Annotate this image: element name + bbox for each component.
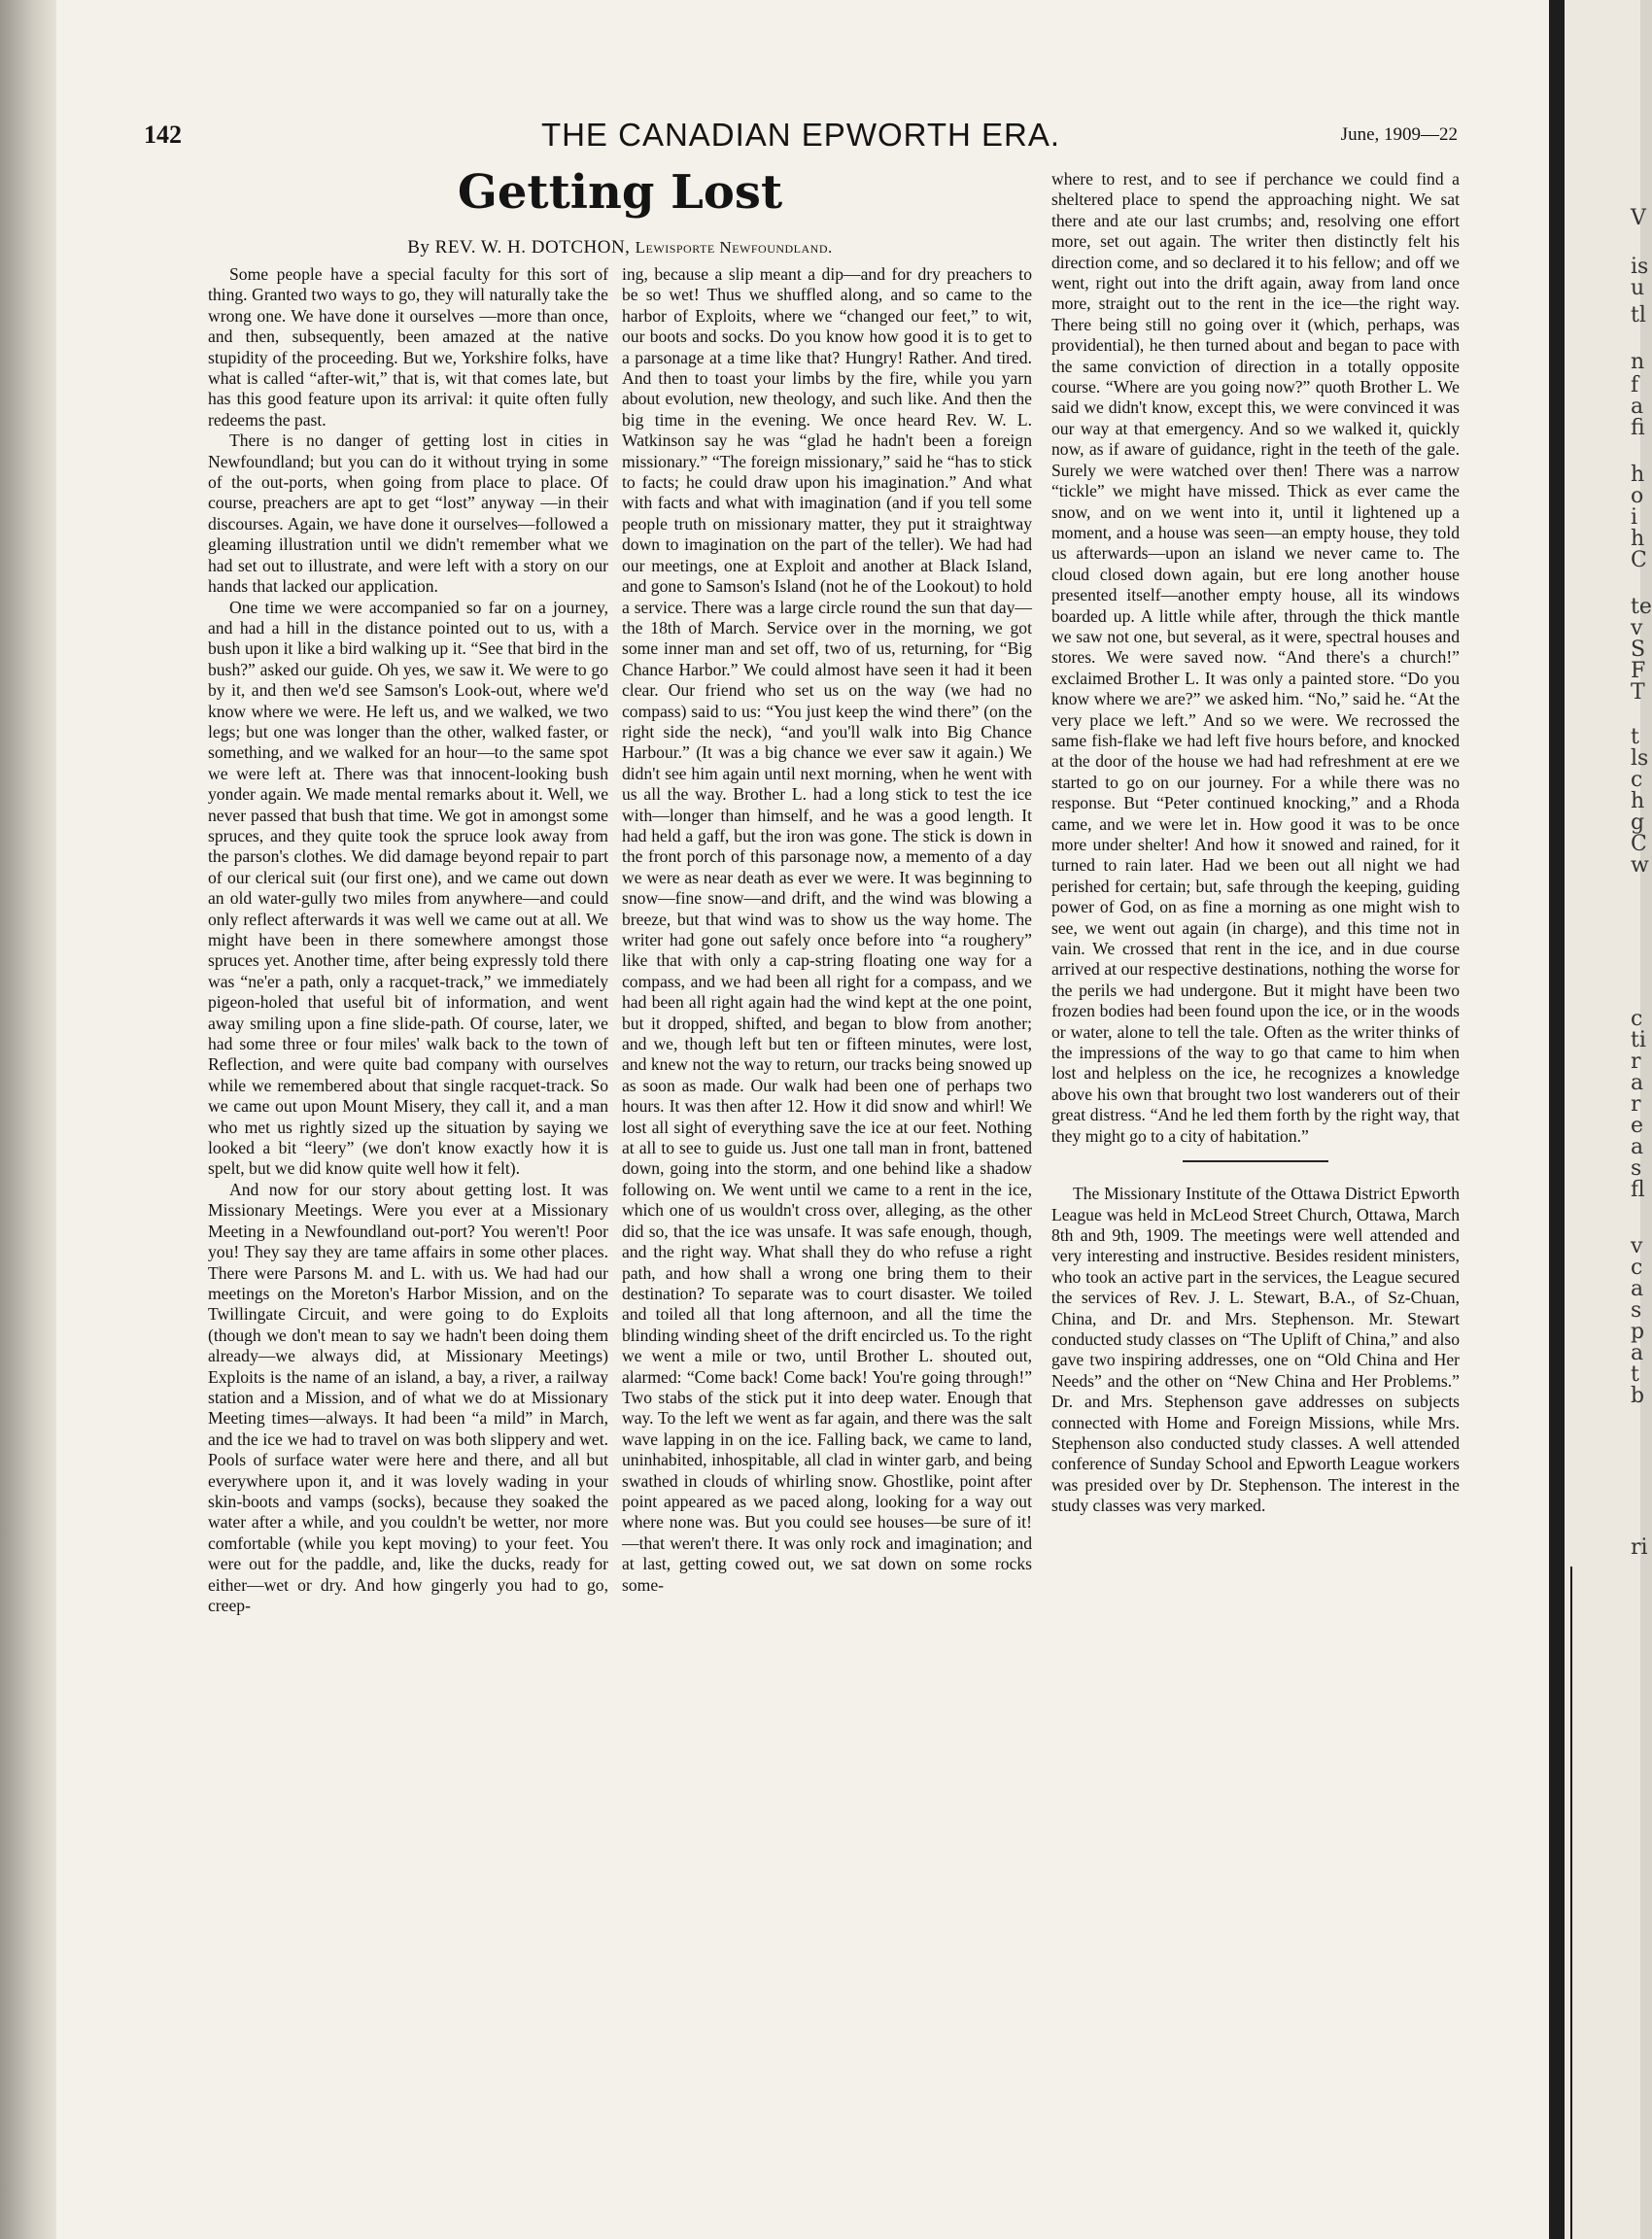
fragment: te: [1631, 595, 1652, 619]
fragment: tl: [1631, 303, 1646, 327]
fragment: i: [1631, 505, 1638, 530]
fragment: a: [1631, 1071, 1644, 1095]
fragment: p: [1631, 1320, 1645, 1344]
fragment: F: [1631, 659, 1646, 683]
fragment: fl: [1631, 1178, 1645, 1202]
fragment: h: [1631, 789, 1645, 813]
fragment: c: [1631, 1256, 1643, 1280]
fragment: c: [1631, 768, 1643, 792]
article-column-3: [1051, 169, 1460, 1517]
article-column-1: [208, 264, 608, 1616]
magazine-title: THE CANADIAN EPWORTH ERA.: [540, 117, 1061, 153]
paragraph: And now for our story about getting lost. It was Missionary Meetings. Were you ever at a Missionary Meeting in a Newfoundland out-port? You weren't! Poor you! They say they are tame affairs in some other places. There were Parsons M. and L. with us. We had had our meetings on the Moreton's Harbor Mission, and on the Twillingate Circuit, and were going to do Exploits (though we don't mean to say we hadn't been doing them already—we always did, at Missionary Meetings) Exploits is the name of an island, a bay, a river, a railway station and a Mission, and of what we do at Missionary Meeting times—always. It had been “a mild” in March, and the ice we had to travel on was both slippery and wet. Pools of surface water were here and there, and all but everywhere upon it, and it was lovely wading in your skin-boots and vamps (socks), because they soaked the water after a while, and you couldn't be wetter, nor more comfortable (while you kept moving) to your feet. You were out for the paddle, and, like the ducks, ready for either—wet or dry. And how gingerly you had to go, creep-: [208, 1179, 608, 1615]
fragment: c: [1631, 1007, 1643, 1031]
institute-report: The Missionary Institute of the Ottawa District Epworth League was held in McLeod Street Church, Ottawa, March 8th and 9th, 1909. The meetings were well attended and very interesting and instructive. Besides resident ministers, who took an active part in the services, the League secured the services of Rev. J. L. Stewart, B.A., of Sz-Chuan, China, and Dr. and Mrs. Stephenson. Mr. Stewart conducted study classes on “The Uplift of China,” and also gave two inspiring addresses, one on “Old China and Her Needs” and the other on “New China and Her Problems.” Dr. and Mrs. Stephenson gave addresses on subjects connected with Home and Foreign Missions, while Mrs. Stephenson also conducted study classes. A well attended conference of Sunday School and Epworth League workers was presided over by Dr. Stephenson. The interest in the study classes was very marked.: [1051, 1184, 1460, 1516]
fragment: h: [1631, 463, 1645, 487]
paragraph: where to rest, and to see if perchance we could find a sheltered place to spend the approaching night. We sat there and ate our last crumbs; and, resolving one effort more, set out again. The writer then distinctly felt his direction come, and so declared it to his fellow; and off we went, right out into the drift again, away from land once more, straight out to the rent in the ice—the right way. There being still no going over it (which, perhaps, was providential), he then turned about and began to pace with the same conviction of direction in a totally opposite course. “Where are you going now?” quoth Brother L. We said we didn't know, except this, we were convinced it was our way at that emergency. And so we walked it, quickly now, as if aware of guidance, right in the teeth of the gale. Surely we were watched over then! There was a narrow “tickle” we might have missed. Thick as ever came the snow, and on we went into it, until it lightened up a moment, and a house was seen—an empty house, they told us afterwards—upon an island we never came to. The cloud closed down again, but ere long another house presented itself—another empty house, all its windows boarded up. A little while after, through the thick mantle we saw not one, but several, as it were, spectral houses and stores. We were saved now. “And there's a church!” exclaimed Brother L. It was only a painted store. “Do you know where we are?” we asked him. “No,” said he. “At the very place we left.” And so we were. We recrossed the same fish-flake we had left five hours before, and knocked at the door of the house we had had refreshment at ere we started to go on our journey. For a while there was no response. But “Peter continued knocking,” and a Rhoda came, and we were let in. How good it was to be once more under shelter! And how it snowed and rained, for it turned to rain later. Had we been out all night we had perished for certain; but, safe through the keeping, guiding power of God, on as fine a morning as one might wish to see, we went out again (in charge), and this time not in vain. We crossed that rent in the ice, and in due course arrived at our respective destinations, nothing the worse for the perils we had undergone. But it might have been two frozen bodies had been found upon the ice, or in the woods or water, alone to tell the tale. Often as the writer thinks of the impressions of the way to go that came to him when lost and helpless on the ice, he recognizes a knowledge above his own that brought two lost wanderers out of their great distress. “And he led them forth by the right way, that they might go to a city of habitation.”: [1051, 169, 1460, 1146]
paragraph: There is no danger of getting lost in cities in Newfoundland; but you can do it without trying in some of the out-ports, when going from place to place. Of course, preachers are apt to get “lost” anyway —in their discourses. Again, we have done it ourselves—followed a gleaming illustration until we didn't remember what we had set out to illustrate, and were left with a story on our hands that lacked our application.: [208, 431, 608, 597]
fragment: t: [1631, 725, 1639, 749]
fragment: ri: [1631, 1535, 1648, 1560]
fragment: C: [1631, 548, 1647, 572]
fragment: w: [1631, 853, 1649, 878]
fragment: b: [1631, 1384, 1645, 1408]
fragment: v: [1631, 616, 1643, 640]
byline: [192, 237, 1048, 258]
byline-location: Lewisporte Newfoundland.: [635, 238, 833, 257]
fragment: is: [1631, 255, 1649, 279]
fragment: n: [1631, 350, 1645, 374]
article-title: Getting Lost: [457, 165, 783, 220]
paragraph: ing, because a slip meant a dip—and for dry preachers to be so wet! Thus we shuffled along, and so came to the harbor of Exploits, where we “changed our feet,” to wit, our boots and socks. Do you know how good it is to get to a parsonage at a time like that? Hungry! Rather. And tired. And then to toast your limbs by the fire, while you yarn about evolution, new theology, and such like. And then the big time in the evening. We once heard Rev. W. L. Watkinson say he was “glad he hadn't been a foreign missionary.” “The foreign missionary,” said he “has to stick to facts; he could draw upon his imagination.” And what with facts and what with imagination (and if you tell some people truth on missionary matter, they put it straightway down to imagination on the part of the teller). We had had our meetings, one at Exploit and another at Black Island, and gone to Samson's Island (not he of the Lookout) to hold a service. There was a large circle round the sun that day—the 18th of March. Service over in the morning, we got some inner man and set off, two of us, returning, for “Big Chance Harbor.” We could almost have seen it had it been clear. Our friend who set us on the way (we had no compass) said to us: “You just keep the wind there” (on the right side the neck), “and you'll walk into Big Chance Harbour.” (It was a big chance we ever saw it again.) We didn't see him again until next morning, when he went with us all the way. Brother L. had a long stick to test the ice with—longer than himself, and he was a good length. It had held a gaff, but the iron was gone. The stick is down in the front porch of this parsonage now, a memento of a day we were as near death as ever we were. It was beginning to snow—fine snow—and drift, and the wind was blowing a breeze, but that wind was to show us the way home. The writer had gone out safely once before into “a roughery” like that with only a cap-string floating one way for a compass, and we had been all right for a compass, and we had been all right again had the wind kept at the one point, but it dropped, shifted, and began to blow from another; and we, though left but ten or fifteen minutes, were lost, and knew not the way to return, our tracks being snowed up as soon as made. Our walk had been one of perhaps two hours. It was then after 12. How it did snow and whirl! We lost all sight of everything save the ice at our feet. Nothing at all to see to guide us. Just one tall man in front, battened down, going into the storm, and one behind like a shadow following on. We went until we came to a rent in the ice, which one of us wouldn't cross over, alleging, as the other did so, that the ice was unsafe. It was safe enough, though, and the right way. What shall they do who refuse a right path, and how shall a wrong one bring them to their destination? To separate was to court disaster. We toiled and toiled all that long afternoon, and all the time the blinding winding sheet of the drift encircled us. To the right we went a mile or two, until Brother L. shouted out, alarmed: “Come back! Come back! You're going through!” Two stabs of the stick put it into deep water. Enough that way. To the left we went as far again, and there was the salt wave lapping in on the ice. Falling back, we came to land, uninhabited, inhospitable, all clad in winter garb, and being swathed in clouds of whirling snow. Ghostlike, point after point appeared as we paced along, looking for a way out where none was. But you could see houses—be sure of it!—that weren't there. It was only rock and imagination; and at last, getting cowed out, we sat down on some rocks some-: [622, 264, 1032, 1595]
section-divider: [1183, 1160, 1328, 1162]
fragment: C: [1631, 832, 1647, 856]
fragment: r: [1631, 1092, 1641, 1117]
issue-date: June, 1909—22: [1340, 124, 1458, 145]
fragment: e: [1631, 1114, 1644, 1138]
article-column-2: [622, 264, 1032, 1596]
fragment: v: [1631, 1234, 1643, 1258]
paragraph: Some people have a special faculty for this sort of thing. Granted two ways to go, they will naturally take the wrong one. We have done it ourselves —more than once, and then, subsequently, been amazed at the native stupidity of the proceeding. But we, Yorkshire folks, have what is called “after-wit,” that is, wit that comes late, but has this good feature upon its arrival: it quite often fully redeems the past.: [208, 264, 608, 430]
fragment: ti: [1631, 1028, 1646, 1052]
paragraph: One time we were accompanied so far on a journey, and had a hill in the distance pointed out to us, with a bush upon it like a bird walking up it. “See that bird in the bush?” asked our guide. Oh yes, we saw it. We were to go by it, and then we'd see Samson's Look-out, where we'd know where we were. He left us, and we walked, we two legs; but one was longer than the other, walked faster, or something, and we walked for an hour—to the same spot we were left at. There was that innocent-looking bush yonder again. We made mental remarks about it. Well, we never passed that bush that time. We got in amongst some spruces, and they quite took the spruce look away from the parson's clothes. We did damage beyond repair to part of our clerical suit (our first one), and we came out down an old water-gully two miles from anywhere—and could only reflect afterwards it was well we came out at all. We might have been in there somewhere amongst those spruces yet. Another time, after being expressly told there was “ne'er a path, only a racquet-track,” we immediately pigeon-holed that useful bit of information, and went away smiling upon a fine slide-path. Of course, later, we had some three or four miles' walk back to the town of Reflection, and were quite bad company with ourselves while we remembered about that single racquet-track. So we came out upon Mount Misery, they call it, and a man who met us rightly sized up the situation by saying we looked a bit “leery” (we don't know exactly how it is spelt, but we did know quite well how it felt).: [208, 597, 608, 1179]
page-number: 142: [144, 121, 182, 149]
fragment: u: [1631, 276, 1645, 300]
byline-author: By REV. W. H. DOTCHON,: [407, 237, 631, 258]
fragment: a: [1631, 1341, 1644, 1365]
fragment: t: [1631, 1362, 1639, 1387]
fragment: g: [1631, 810, 1645, 835]
fragment: a: [1631, 1277, 1644, 1301]
fragment: s: [1631, 1298, 1642, 1323]
fragment: h: [1631, 527, 1645, 551]
fragment: S: [1631, 637, 1646, 662]
fragment: a: [1631, 395, 1644, 419]
adjacent-page: [1565, 0, 1652, 2239]
fragment: f: [1631, 373, 1639, 397]
fragment: a: [1631, 1135, 1644, 1159]
page-edge-shadow: [1549, 0, 1565, 2239]
page-header: [144, 117, 1458, 159]
fragment: ls: [1631, 746, 1649, 771]
scan-margin: [0, 0, 56, 2239]
fragment: fi: [1631, 416, 1645, 440]
fragment: r: [1631, 1050, 1641, 1074]
fragment: T: [1631, 680, 1645, 705]
fragment: o: [1631, 484, 1644, 508]
adjacent-page-rule: [1570, 1567, 1572, 2239]
fragment: s: [1631, 1156, 1642, 1181]
fragment: V: [1631, 206, 1646, 230]
